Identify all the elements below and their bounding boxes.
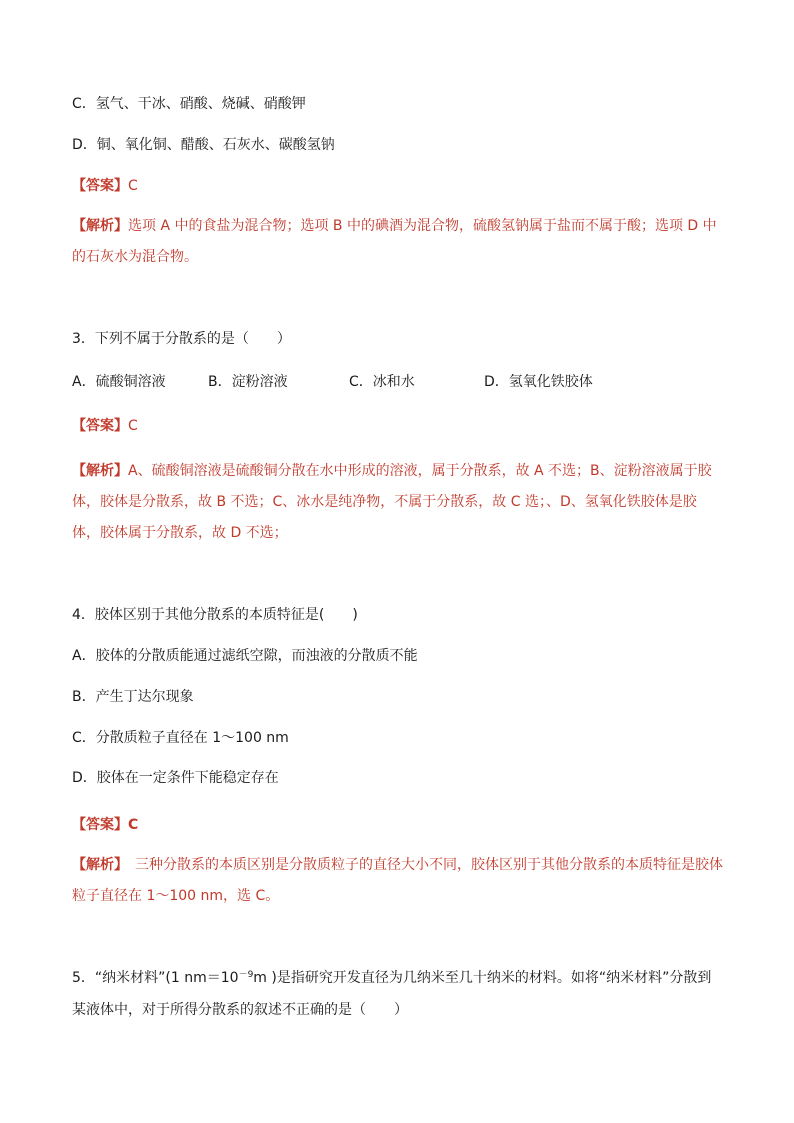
q5-stem <box>72 962 724 1026</box>
q4-option-d: D．胶体在一定条件下能稳定存在 <box>72 770 279 786</box>
analysis-text: 三种分散系的本质区别是分散质粒子的直径大小不同，胶体区别于其他分散系的本质特征是胶体粒子直径在 1～100 nm，选 C。 <box>72 857 723 904</box>
q5-exponent: －9 <box>238 970 254 980</box>
q2-analysis <box>72 211 724 273</box>
q4-answer <box>72 815 138 835</box>
analysis-label: 【解析】 <box>72 857 121 873</box>
answer-label: 【答案】 <box>72 418 128 434</box>
q4-analysis <box>72 850 724 912</box>
q3-option-a: A．硫酸铜溶液 <box>72 374 166 390</box>
q4-option-a: A．胶体的分散质能通过滤纸空隙，而浊液的分散质不能 <box>72 648 418 664</box>
q5-stem-part2: m )是指研究开发直径为几纳米至几十纳米的材料。如将“纳米材料”分散到某液体中，对于所得分散系的叙述不正确的是（ ） <box>72 970 712 1018</box>
q5-stem-part1: 5．“纳米材料”(1 nm＝10 <box>72 970 239 986</box>
q4-option-b: B．产生丁达尔现象 <box>72 689 194 705</box>
analysis-label: 【解析】 <box>72 463 128 479</box>
q2-answer <box>72 176 138 196</box>
q3-option-c: C．冰和水 <box>349 374 415 390</box>
answer-label: 【答案】 <box>72 178 128 194</box>
q3-stem: 3．下列不属于分散系的是（ ） <box>72 331 291 347</box>
q3-option-d: D．氢氧化铁胶体 <box>484 374 593 390</box>
q2-option-c: C．氢气、干冰、硝酸、烧碱、硝酸钾 <box>72 96 306 112</box>
answer-label: 【答案】 <box>72 817 128 833</box>
q4-stem: 4．胶体区别于其他分散系的本质特征是( ) <box>72 607 358 623</box>
q4-option-c: C．分散质粒子直径在 1～100 nm <box>72 730 289 746</box>
q3-answer <box>72 416 138 436</box>
q3-analysis <box>72 456 724 549</box>
analysis-text: A、硫酸铜溶液是硫酸铜分散在水中形成的溶液，属于分散系，故 A 不选；B、淀粉溶液属于胶体，胶体是分散系，故 B 不选；C、冰水是纯净物，不属于分散系，故 C 选；、D、氢氧化铁胶体是胶体，胶体属于分散系，故 D 不选； <box>72 463 712 541</box>
q2-option-d: D．铜、氧化铜、醋酸、石灰水、碳酸氢钠 <box>72 137 335 153</box>
q3-option-b: B．淀粉溶液 <box>208 374 288 390</box>
answer-value: C <box>128 418 138 434</box>
analysis-text: 选项 A 中的食盐为混合物；选项 B 中的碘酒为混合物，硫酸氢钠属于盐而不属于酸；选项 D 中的石灰水为混合物。 <box>72 218 717 265</box>
q3-options <box>72 372 593 392</box>
answer-value: C <box>128 178 138 194</box>
analysis-label: 【解析】 <box>72 218 128 234</box>
answer-value: C <box>128 817 139 833</box>
